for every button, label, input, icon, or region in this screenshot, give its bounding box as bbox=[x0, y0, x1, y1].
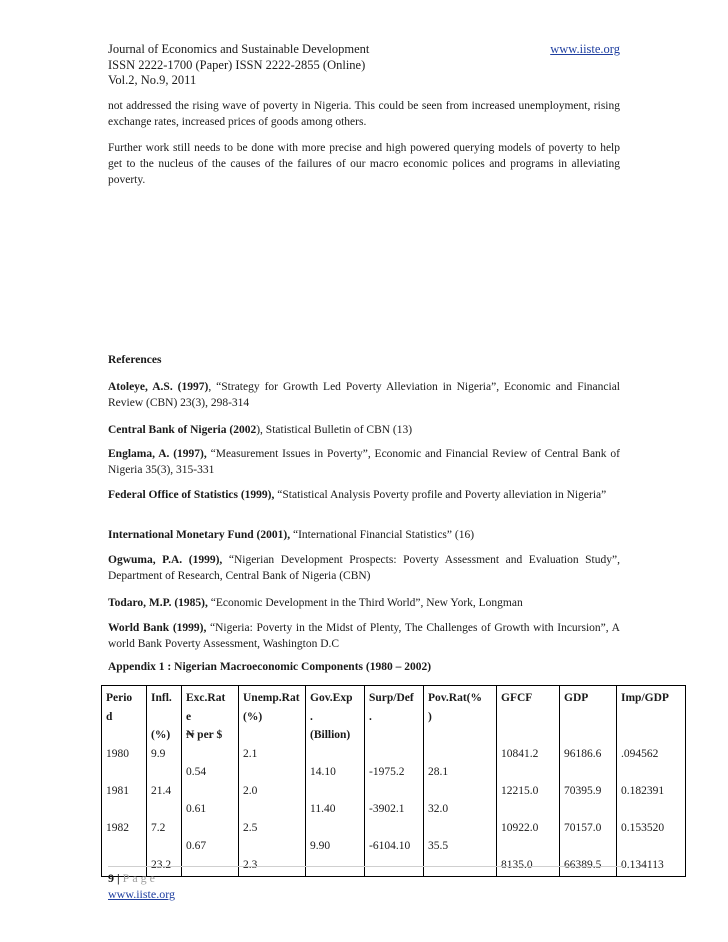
journal-issn: ISSN 2222-1700 (Paper) ISSN 2222-2855 (Online) bbox=[108, 57, 366, 72]
table-cell bbox=[501, 763, 555, 782]
reference-text: “International Financial Statistics” (16) bbox=[290, 529, 475, 541]
header-line bbox=[151, 708, 177, 727]
table-cell: .094562 bbox=[621, 747, 659, 760]
body-paragraph-1: not addressed the rising wave of poverty in Nigeria. This could be seen from increased unemployment, rising exchange rates, increased prices of goods among others. bbox=[108, 100, 620, 128]
table-cell: 14.10 bbox=[310, 766, 336, 778]
reference-author: Federal Office of Statistics (1999), bbox=[108, 489, 275, 501]
header-line: Gov.Exp bbox=[310, 692, 353, 704]
table-cell bbox=[369, 819, 419, 838]
table-cell bbox=[310, 745, 360, 764]
reference-author: Ogwuma, P.A. (1999), bbox=[108, 554, 223, 566]
header-line: GFCF bbox=[501, 692, 533, 704]
table-cell: 66389.5 bbox=[564, 858, 602, 871]
table-cell bbox=[243, 763, 301, 782]
table-cell bbox=[621, 708, 681, 727]
col-infl bbox=[147, 686, 182, 877]
table-cell bbox=[564, 726, 612, 745]
table-cell: 7.2 bbox=[151, 821, 166, 834]
table-cell bbox=[369, 782, 419, 801]
table-cell: 2.0 bbox=[243, 784, 258, 797]
header-line: e bbox=[186, 710, 192, 723]
table-cell bbox=[310, 856, 360, 875]
table-cell bbox=[621, 800, 681, 819]
table-cell: 28.1 bbox=[428, 766, 449, 778]
table-cell bbox=[243, 800, 301, 819]
header-line: (%) bbox=[243, 710, 263, 723]
header-line: Perio bbox=[106, 692, 133, 704]
table-cell: 9.9 bbox=[151, 747, 166, 760]
reference-author: Atoleye, A.S. (1997) bbox=[108, 381, 209, 393]
table-cell: 1980 bbox=[106, 747, 129, 760]
table-cell bbox=[564, 763, 612, 782]
table-cell bbox=[186, 782, 234, 801]
table-cell: 10841.2 bbox=[501, 747, 539, 760]
col-unemployment-rate bbox=[239, 686, 306, 877]
table-cell bbox=[621, 726, 681, 745]
table-cell: 1982 bbox=[106, 821, 129, 834]
table-cell: 12215.0 bbox=[501, 784, 539, 797]
table-cell: 21.4 bbox=[151, 784, 172, 797]
table-cell: 32.0 bbox=[428, 803, 449, 815]
table-cell bbox=[621, 763, 681, 782]
reference-author: Todaro, M.P. (1985), bbox=[108, 597, 208, 609]
table-cell bbox=[106, 800, 142, 819]
col-exchange-rate bbox=[182, 686, 239, 877]
reference-text: “Nigeria: Poverty in the Midst of Plenty, The Challenges of Growth with Incursion”, A world Bank Poverty Assessment, Washington D.C bbox=[108, 622, 620, 650]
table-cell: 0.153520 bbox=[621, 821, 665, 834]
header-line: . bbox=[369, 710, 372, 723]
table-cell: 2.3 bbox=[243, 858, 258, 871]
table-cell: 0.61 bbox=[186, 803, 207, 815]
macroeconomic-table bbox=[101, 685, 686, 877]
table-cell bbox=[106, 837, 142, 856]
table-cell bbox=[564, 708, 612, 727]
header-line: ) bbox=[428, 710, 432, 723]
header-period bbox=[106, 689, 142, 726]
header-line: ₦ per $ bbox=[186, 729, 223, 741]
table-cell: 8135.0 bbox=[501, 858, 533, 871]
table-cell: 2.1 bbox=[243, 747, 258, 760]
col-gdp bbox=[560, 686, 617, 877]
table-row bbox=[102, 686, 686, 877]
table-cell: 23.2 bbox=[151, 858, 172, 871]
journal-title: Journal of Economics and Sustainable Development bbox=[108, 42, 370, 56]
table-cell bbox=[151, 800, 177, 819]
values-period bbox=[106, 745, 142, 856]
table-cell bbox=[186, 745, 234, 764]
table-cell bbox=[428, 819, 492, 838]
table-cell: 10922.0 bbox=[501, 821, 539, 834]
table-cell: 70157.0 bbox=[564, 821, 602, 834]
col-surplus-deficit bbox=[365, 686, 424, 877]
table-cell bbox=[428, 745, 492, 764]
table-cell: 0.134113 bbox=[621, 858, 664, 871]
header-line: Imp/GDP bbox=[621, 692, 669, 704]
table-cell bbox=[310, 819, 360, 838]
reference-item bbox=[108, 620, 620, 652]
table-cell bbox=[151, 837, 177, 856]
reference-item bbox=[108, 527, 620, 543]
reference-text: “Statistical Analysis Poverty profile and Poverty alleviation in Nigeria” bbox=[274, 489, 607, 501]
header-line: d bbox=[106, 710, 113, 723]
table-cell: 0.182391 bbox=[621, 784, 665, 797]
col-poverty-rate bbox=[424, 686, 497, 877]
table-cell: -3902.1 bbox=[369, 803, 405, 815]
header-link[interactable]: www.iiste.org bbox=[550, 42, 620, 56]
header-line: Exc.Rat bbox=[186, 692, 226, 704]
appendix-heading: Appendix 1 : Nigerian Macroeconomic Components (1980 – 2002) bbox=[108, 661, 432, 673]
journal-volume: Vol.2, No.9, 2011 bbox=[108, 73, 197, 87]
reference-author: World Bank (1999), bbox=[108, 622, 207, 634]
header-line: Infl. bbox=[151, 692, 172, 704]
table-cell bbox=[186, 856, 234, 875]
table-cell: 70395.9 bbox=[564, 784, 602, 797]
header-line: (%) bbox=[151, 729, 171, 741]
reference-text: “Measurement Issues in Poverty”, Economic and Financial Review of Central Bank of Nigeria 35(3), 315-331 bbox=[108, 448, 620, 476]
body-paragraph-2: Further work still needs to be done with more precise and high powered querying models of poverty to help get to the nucleus of the causes of the failures of our macro economic polices and programs in alleviating poverty. bbox=[108, 142, 620, 186]
reference-text: , “Strategy for Growth Led Poverty Alleviation in Nigeria”, Economic and Financial Review (CBN) 23(3), 298-314 bbox=[108, 381, 620, 409]
table-cell bbox=[428, 782, 492, 801]
table-cell bbox=[428, 726, 492, 745]
table-cell bbox=[243, 837, 301, 856]
col-period bbox=[102, 686, 147, 877]
table-cell bbox=[501, 726, 555, 745]
table-cell bbox=[151, 763, 177, 782]
table-cell: 35.5 bbox=[428, 840, 449, 852]
footer-link[interactable]: www.iiste.org bbox=[108, 887, 175, 901]
table-cell: 96186.6 bbox=[564, 747, 602, 760]
reference-item bbox=[108, 446, 620, 478]
table-cell bbox=[621, 837, 681, 856]
table-cell: 0.67 bbox=[186, 840, 207, 852]
table-cell: 1981 bbox=[106, 784, 129, 797]
table-cell: 9.90 bbox=[310, 840, 331, 852]
reference-text: “Nigerian Development Prospects: Poverty Assessment and Evaluation Study”, Department of Research, Central Bank of Nigeria (CBN) bbox=[108, 554, 620, 582]
table-cell: 11.40 bbox=[310, 803, 336, 815]
reference-item bbox=[108, 487, 620, 503]
table-cell bbox=[564, 800, 612, 819]
col-gov-expenditure bbox=[306, 686, 365, 877]
reference-text: ), Statistical Bulletin of CBN (13) bbox=[256, 424, 413, 436]
table-cell: -6104.10 bbox=[369, 840, 411, 852]
col-imp-gdp bbox=[617, 686, 686, 877]
reference-item bbox=[108, 595, 620, 611]
page-word: Page bbox=[122, 871, 158, 885]
reference-item bbox=[108, 422, 620, 438]
page-number-value: 9 bbox=[108, 871, 114, 885]
table-cell: 2.5 bbox=[243, 821, 258, 834]
header-line: GDP bbox=[564, 692, 589, 704]
table-cell: -1975.2 bbox=[369, 766, 405, 778]
reference-author: Central Bank of Nigeria (2002 bbox=[108, 424, 257, 436]
table-cell bbox=[369, 856, 419, 875]
table-cell: 0.54 bbox=[186, 766, 207, 778]
table-cell bbox=[501, 708, 555, 727]
reference-item bbox=[108, 379, 620, 411]
page-number bbox=[108, 871, 158, 886]
table-cell bbox=[310, 782, 360, 801]
reference-text: “Economic Development in the Third World”, New York, Longman bbox=[207, 597, 523, 609]
table-cell bbox=[369, 745, 419, 764]
table-cell bbox=[428, 856, 492, 875]
header-line: Surp/Def bbox=[369, 692, 414, 704]
footer-divider bbox=[108, 866, 624, 867]
table-cell bbox=[186, 819, 234, 838]
reference-author: Englama, A. (1997), bbox=[108, 448, 207, 460]
reference-item bbox=[108, 552, 620, 584]
header-line: . bbox=[310, 710, 313, 723]
table-cell bbox=[501, 837, 555, 856]
table-cell bbox=[501, 800, 555, 819]
journal-header bbox=[108, 42, 620, 89]
table-cell bbox=[369, 726, 419, 745]
table-cell bbox=[564, 837, 612, 856]
table-cell bbox=[106, 763, 142, 782]
table-cell bbox=[243, 726, 301, 745]
col-gfcf bbox=[497, 686, 560, 877]
header-line: Pov.Rat(% bbox=[428, 692, 482, 704]
header-line: Unemp.Rat bbox=[243, 692, 300, 704]
reference-author: International Monetary Fund (2001), bbox=[108, 529, 291, 541]
header-line: (Billion) bbox=[310, 729, 351, 741]
page-separator: | bbox=[114, 871, 123, 885]
references-heading: References bbox=[108, 354, 162, 366]
